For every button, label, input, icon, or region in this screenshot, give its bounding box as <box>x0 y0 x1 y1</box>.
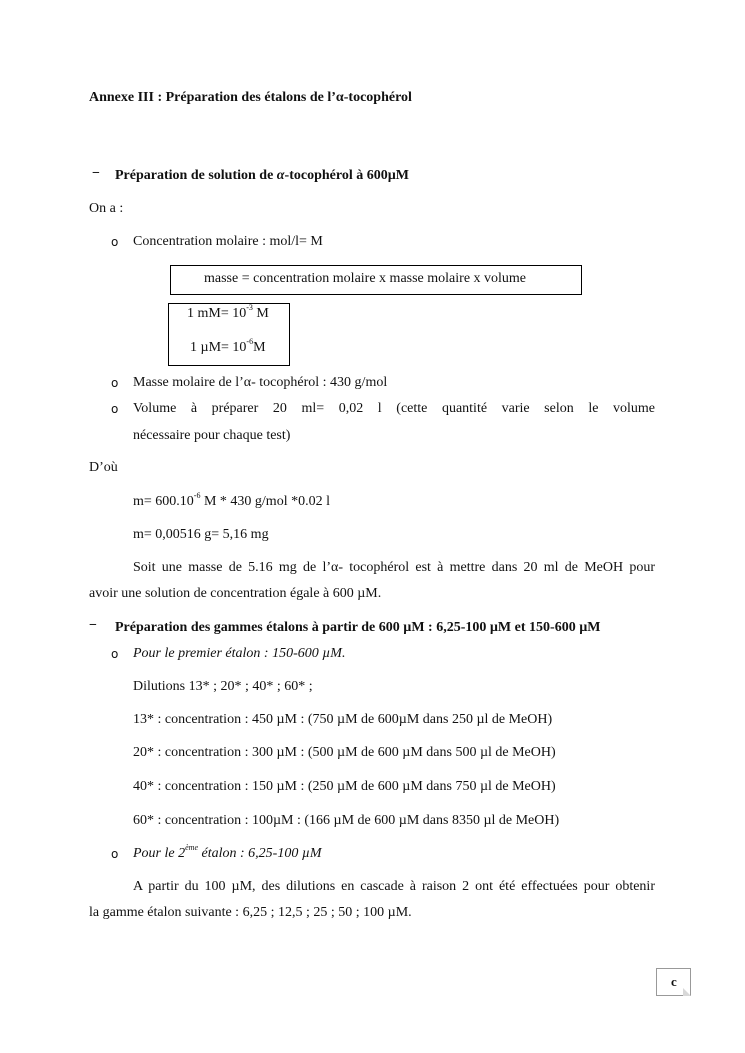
dash-bullet: − <box>92 166 100 181</box>
circle-bullet: o <box>111 402 119 416</box>
on-a-text: On a : <box>89 201 124 216</box>
dash-bullet: − <box>89 618 97 633</box>
second-etalon-text <box>133 843 322 862</box>
formula-box <box>170 265 582 295</box>
dilution-60: 60* : concentration : 100µM : (166 µM de 600 µM dans 8350 µl de MeOH) <box>133 813 560 828</box>
page-marker: c <box>671 974 677 989</box>
um-exp: -6 <box>246 337 254 346</box>
volume-line-2: nécessaire pour chaque test) <box>133 428 291 443</box>
premier-etalon-text: Pour le premier étalon : 150-600 µM. <box>133 646 346 661</box>
d-ou-text: D’où <box>89 460 118 475</box>
section1-heading-alpha: α <box>276 168 285 183</box>
um-conversion <box>190 337 266 356</box>
circle-bullet: o <box>111 235 119 249</box>
concentration-molaire-text: Concentration molaire : mol/l= M <box>133 234 323 249</box>
calc-line-2: m= 0,00516 g= 5,16 mg <box>133 527 269 542</box>
section1-heading <box>115 168 409 184</box>
paragraph-line-1: Soit une masse de 5.16 mg de l’α- tocophérol est à mettre dans 20 ml de MeOH pour <box>133 560 655 575</box>
dilution-40: 40* : concentration : 150 µM : (250 µM de 600 µM dans 750 µl de MeOH) <box>133 779 556 794</box>
section1-heading-post: -tocophérol à 600µM <box>284 168 409 183</box>
mm-exp: -3 <box>246 303 253 312</box>
units-box <box>168 303 290 366</box>
dilutions-text: Dilutions 13* ; 20* ; 40* ; 60* ; <box>133 679 313 694</box>
calc1-exp: -6 <box>193 491 201 500</box>
mm-post: M <box>252 306 269 321</box>
second-post: étalon : 6,25-100 µM <box>198 846 322 861</box>
cascade-line-1: A partir du 100 µM, des dilutions en cascade à raison 2 ont été effectuées pour obtenir <box>133 879 655 894</box>
paragraph-line-2: avoir une solution de concentration égale à 600 µM. <box>89 586 382 601</box>
calc1-pre: m= 600.10 <box>133 494 194 509</box>
circle-bullet: o <box>111 647 119 661</box>
dilution-20: 20* : concentration : 300 µM : (500 µM de 600 µM dans 500 µl de MeOH) <box>133 745 556 760</box>
mm-conversion <box>187 303 269 322</box>
volume-line-1: Volume à préparer 20 ml= 0,02 l (cette quantité varie selon le volume <box>133 401 655 416</box>
second-sup: ème <box>185 843 198 852</box>
circle-bullet: o <box>111 847 119 861</box>
cascade-line-2: la gamme étalon suivante : 6,25 ; 12,5 ; 25 ; 50 ; 100 µM. <box>89 905 412 920</box>
um-pre: 1 µM= 10 <box>190 340 247 355</box>
calc1-post: M * 430 g/mol *0.02 l <box>200 494 330 509</box>
second-pre: Pour le 2 <box>133 846 186 861</box>
section1-heading-pre: Préparation de solution de <box>115 168 277 183</box>
circle-bullet: o <box>111 376 119 390</box>
dilution-13: 13* : concentration : 450 µM : (750 µM de 600µM dans 250 µl de MeOH) <box>133 712 553 727</box>
um-post: M <box>253 340 266 355</box>
mm-pre: 1 mM= 10 <box>187 306 247 321</box>
page-marker-box <box>656 968 691 996</box>
formula-text: masse = concentration molaire x masse molaire x volume <box>204 271 527 286</box>
calc-line-1 <box>133 491 330 510</box>
page-title: Annexe III : Préparation des étalons de l’α-tocophérol <box>89 90 412 105</box>
masse-molaire-text: Masse molaire de l’α- tocophérol : 430 g/mol <box>133 375 388 390</box>
page-fold-icon <box>683 988 691 996</box>
section2-heading: Préparation des gammes étalons à partir de 600 µM : 6,25-100 µM et 150-600 µM <box>115 620 601 635</box>
